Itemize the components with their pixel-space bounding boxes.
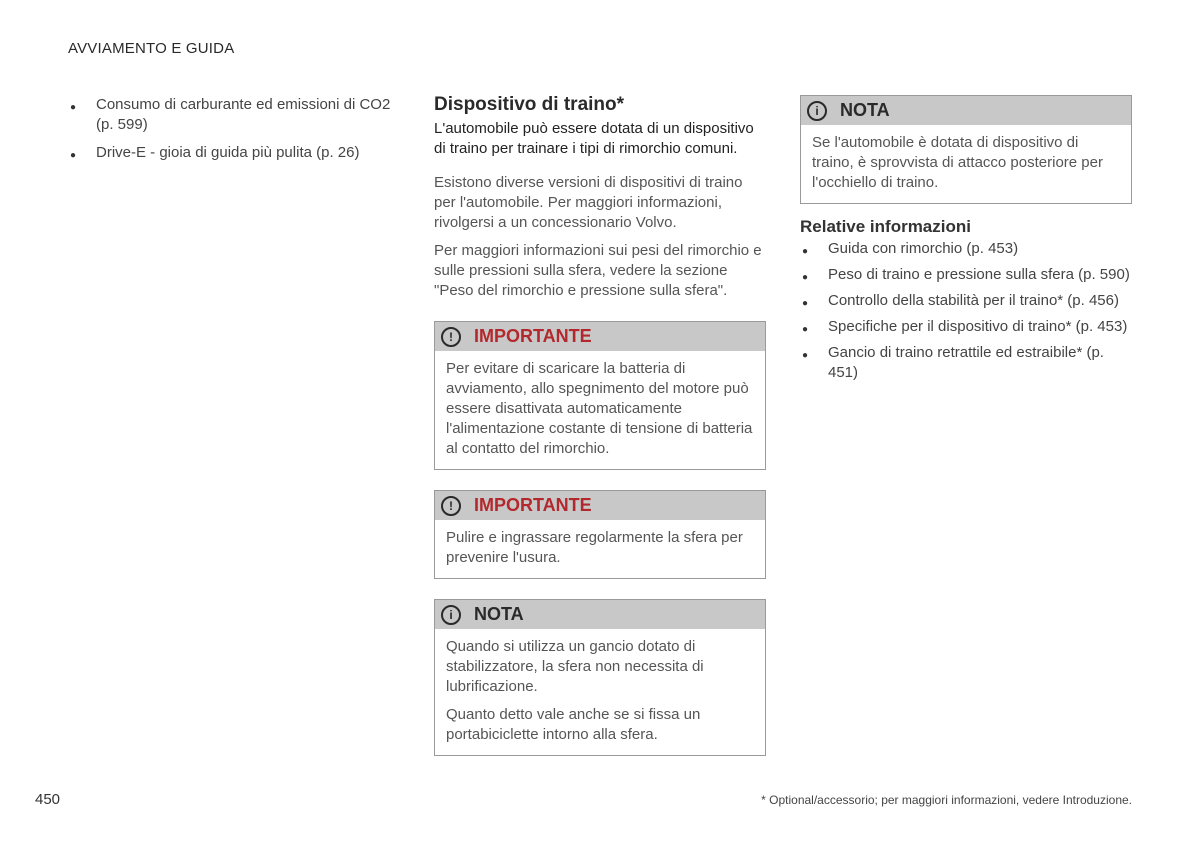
bullet-dot-icon: ● (802, 298, 809, 309)
note-box (800, 95, 1132, 204)
bullet-dot-icon: ● (802, 272, 809, 283)
important-label: IMPORTANTE (474, 495, 592, 515)
important-box (434, 321, 766, 470)
related-list (68, 95, 398, 163)
list-item[interactable] (800, 291, 1132, 311)
note-text: Quanto detto vale anche se si fissa un portabiciclette intorno alla sfera. (446, 706, 701, 743)
bullet-dot-icon: ● (70, 102, 77, 113)
list-item[interactable] (68, 143, 398, 163)
list-item-text: Peso di traino e pressione sulla sfera (p. 590) (828, 266, 1130, 283)
note-box (434, 599, 766, 756)
important-box-header (435, 491, 765, 520)
section-header: AVVIAMENTO E GUIDA (68, 40, 235, 57)
footnote: * Optional/accessorio; per maggiori informazioni, vedere Introduzione. (761, 793, 1132, 807)
middle-column (434, 95, 766, 756)
important-box (434, 490, 766, 579)
exclamation-circle-icon: ! (441, 327, 461, 347)
list-item-text: Specifiche per il dispositivo di traino* (p. 453) (828, 318, 1128, 335)
paragraph: Esistono diverse versioni di dispositivi di traino per l'automobile. Per maggiori informazioni, rivolgersi a un concessionario Volvo. (434, 174, 743, 231)
note-box-body (801, 125, 1131, 203)
info-circle-icon: i (807, 101, 827, 121)
list-item[interactable] (800, 343, 1132, 383)
page-number: 450 (35, 791, 61, 808)
list-item-text: Drive-E - gioia di guida più pulita (p. 26) (96, 144, 360, 161)
right-column (800, 95, 1132, 389)
list-item[interactable] (800, 265, 1132, 285)
important-box-body (435, 351, 765, 469)
important-text: Pulire e ingrassare regolarmente la sfera per prevenire l'usura. (446, 529, 743, 566)
note-text: Quando si utilizza un gancio dotato di stabilizzatore, la sfera non necessita di lubrificazione. (446, 638, 704, 695)
related-list (800, 239, 1132, 383)
important-label: IMPORTANTE (474, 326, 592, 346)
important-box-header (435, 322, 765, 351)
bullet-dot-icon: ● (802, 324, 809, 335)
list-item[interactable] (800, 239, 1132, 259)
list-item[interactable] (800, 317, 1132, 337)
list-item-text: Consumo di carburante ed emissioni di CO2 (p. 599) (96, 96, 391, 133)
left-column (68, 95, 398, 171)
important-text: Per evitare di scaricare la batteria di avviamento, allo spegnimento del motore può essere disattivata automaticamente l'alimentazione costante di tensione di batteria al contatto del rimorchio. (446, 360, 753, 457)
intro-text: L'automobile può essere dotata di un dispositivo di traino per trainare i tipi di rimorchio comuni. (434, 120, 754, 157)
related-title: Relative informazioni (800, 217, 971, 236)
exclamation-circle-icon: ! (441, 496, 461, 516)
paragraph: Per maggiori informazioni sui pesi del rimorchio e sulle pressioni sulla sfera, vedere la sezione "Peso del rimorchio e pressione sulla sfera". (434, 242, 762, 299)
list-item-text: Controllo della stabilità per il traino* (p. 456) (828, 292, 1119, 309)
page-title: Dispositivo di traino* (434, 94, 625, 115)
note-box-header (435, 600, 765, 629)
list-item[interactable] (68, 95, 398, 135)
note-box-header (801, 96, 1131, 125)
note-label: NOTA (474, 604, 524, 624)
bullet-dot-icon: ● (70, 150, 77, 161)
info-circle-icon: i (441, 605, 461, 625)
bullet-dot-icon: ● (802, 246, 809, 257)
note-box-body (435, 629, 765, 755)
list-item-text: Guida con rimorchio (p. 453) (828, 240, 1019, 257)
note-label: NOTA (840, 100, 890, 120)
bullet-dot-icon: ● (802, 350, 809, 361)
note-text: Se l'automobile è dotata di dispositivo di traino, è sprovvista di attacco posteriore per l'occhiello di traino. (812, 134, 1103, 191)
list-item-text: Gancio di traino retrattile ed estraibile* (p. 451) (828, 344, 1104, 381)
important-box-body (435, 520, 765, 578)
